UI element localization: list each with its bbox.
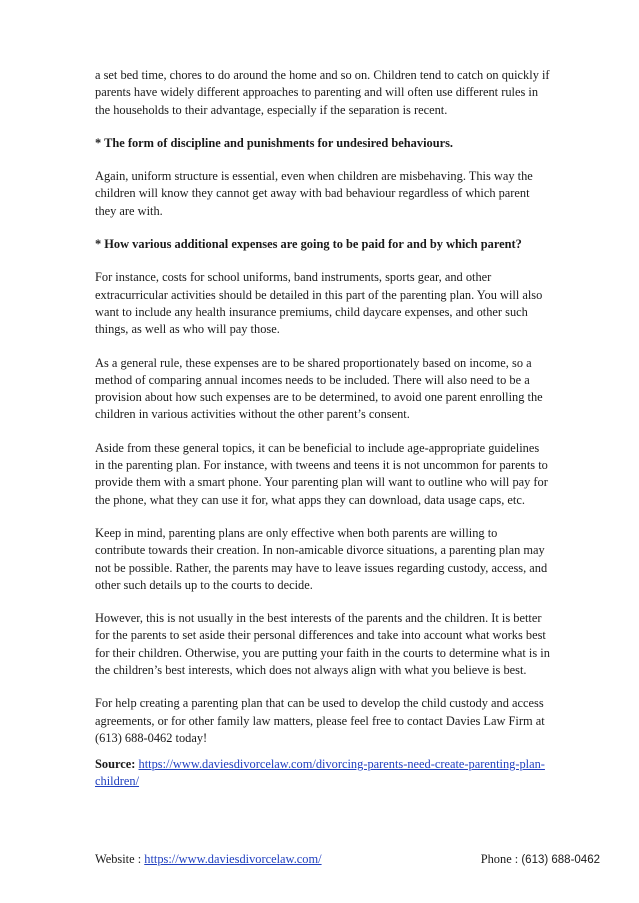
paragraph-expenses: For instance, costs for school uniforms, band instruments, sports gear, and other extracurricular activities should be detailed in this part of the parenting plan. You will also want to include any health insurance premiums, child daycare expenses, and other such things, as well as who will pay those. [95, 270, 543, 337]
phone-label: Phone : [480, 852, 522, 866]
website-link[interactable]: https://www.daviesdivorcelaw.com/ [144, 852, 322, 866]
paragraph-contact: For help creating a parenting plan that can be used to develop the child custody and access agreements, or for other family law matters, please feel free to contact Davies Law Firm at (613) 688-0462 today! [95, 696, 545, 745]
paragraph-income: As a general rule, these expenses are to be shared proportionately based on income, so a method of comparing annual incomes needs to be included. There will also need to be a provision about how such expenses are to be determined, to avoid one parent enrolling the children in various activities without the other parent’s consent. [95, 355, 543, 422]
heading-discipline: * The form of discipline and punishments for undesired behaviours. [95, 135, 454, 150]
document-body [95, 67, 550, 763]
paragraph-discipline: Again, uniform structure is essential, even when children are misbehaving. This way the children will know they cannot get away with bad behaviour regardless of which parent they are with. [95, 169, 533, 218]
paragraph-cooperation: Keep in mind, parenting plans are only effective when both parents are willing to contribute towards their creation. In non-amicable divorce situations, a parenting plan may not be possible. Rather, the parents may have to leave issues regarding custody, access, and other such details up to the courts to decide. [95, 525, 548, 592]
source-line [95, 756, 550, 791]
source-label: Source: [95, 757, 136, 771]
phone-number: (613) 688-0462 [521, 854, 600, 866]
website-label: Website : [95, 852, 145, 866]
paragraph-courts: However, this is not usually in the best interests of the parents and the children. It is better for the parents to set aside their personal differences and take into account what works best for their children. Otherwise, you are putting your faith in the courts to determine what is in the children’s best interests, which does not always align with what you believe is best. [95, 611, 550, 678]
paragraph-intro: a set bed time, chores to do around the home and so on. Children tend to catch on quickly if parents have widely different approaches to parenting and will often use different rules in the households to their advantage, especially if the separation is recent. [95, 68, 550, 117]
heading-expenses: * How various additional expenses are going to be paid for and by which parent? [95, 237, 522, 252]
paragraph-guidelines: Aside from these general topics, it can be beneficial to include age-appropriate guidelines in the parenting plan. For instance, with tweens and teens it is not uncommon for parents to provide them with a smart phone. Your parenting plan will want to outline who will pay for the phone, what they can use it for, what apps they can download, data usage caps, etc. [95, 440, 548, 507]
footer-website [95, 851, 322, 867]
footer-phone [481, 851, 600, 868]
source-link[interactable]: https://www.daviesdivorcelaw.com/divorcing-parents-need-create-parenting-plan-children/ [95, 757, 545, 789]
